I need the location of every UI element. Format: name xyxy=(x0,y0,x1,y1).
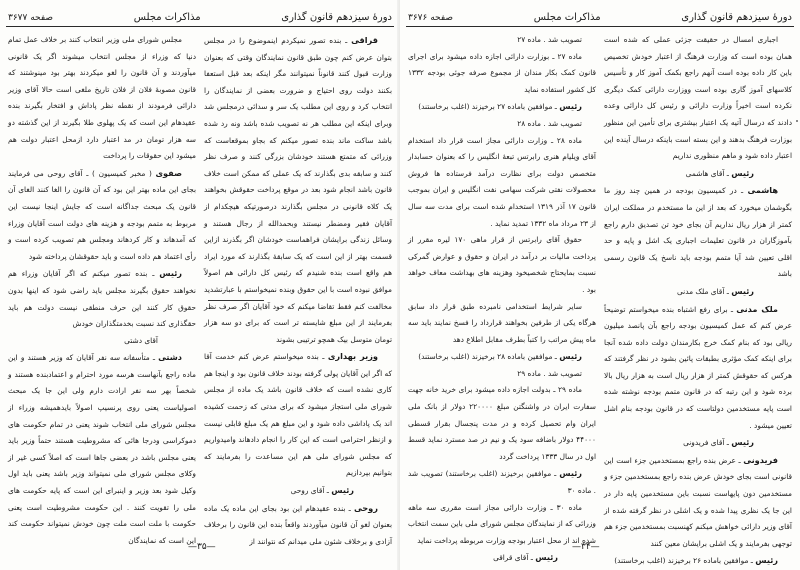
paragraph-text: تصویب شد . ماده ۲۸ xyxy=(517,118,582,128)
right-page xyxy=(400,0,800,570)
paragraph-text: حقوق آقای رابرتس از قرار ماهی ۱۷۰ لیره مقرر از پرداخت مالیات بر درآمد در ایران و حقوق و عوارض گمرکی نسبت بمایحتاج شخصیخود وهزینه های بهداشت معاف خواهد بود . xyxy=(408,235,596,294)
paragraph-text: ـ آقای هاشمی xyxy=(685,168,729,178)
speaker-name: قراقی xyxy=(351,35,378,45)
text-paragraph xyxy=(8,333,196,350)
header-center-title: مذاکرات مجلس xyxy=(533,12,601,23)
header-page-number: صفحه ۳۶۷۷ xyxy=(8,13,54,23)
speaker-name: رئیس xyxy=(559,351,582,362)
text-column-right xyxy=(204,32,392,550)
speech-paragraph xyxy=(408,98,596,116)
paragraph-text: ماده ۲۷ ـ بوزارت دارائی اجازه داده میشود برای اجرای قانون کمک بکار مندان از مجموع صرفه جوئی بودجه ۱۳۳۲ کل کشور استفاده نماید xyxy=(408,51,596,94)
header-session-title: دورهٔ سیزدهم قانون گذاری xyxy=(281,12,392,23)
speech-paragraph xyxy=(604,182,792,283)
speech-paragraph xyxy=(604,283,792,301)
speaker-name: رئیس xyxy=(755,555,778,566)
header-session-title: دورهٔ سیزدهم قانون گذاری xyxy=(681,12,792,23)
text-column-left xyxy=(8,32,196,549)
speaker-name: ملک مدنی xyxy=(736,303,778,314)
speech-paragraph xyxy=(204,500,392,551)
paragraph-text: ـ متأسفانه سه نفر آقایان که وزیر هستند و این ماده راجع بآنهاست هرسه مورد احترام و اعتمادبنده هستند و شخصاً بهر سه نفر ارادت دارم ولی این جا یک مبحث اصولیاست یعنی روی پرنسیپ اصولاً بایدهمیشه وزراء از مجلس شورای ملی انتخاب شوند یعنی در تمام حکومت های دموکراسی ودرجا هائی که مشروطیت هستند حتماً وزیر باید یعنی مجلس باشد در بعضی جاها است که اصلاً کسی غیر از وکلای مجلس شورای ملی نمیتواند وزیر باشد یعنی باید اول وکیل شود بعد وزیر و اینبرای این است که پایه حکومت های ملی را تقویت کنند . این حکومت مشروطیت است یعنی حکومت با ملت است ملت چون خودش نمیتواند حکومت کند این است که نمایندگان xyxy=(8,353,196,545)
paragraph-text: ( مخبر کمیسیون ) ـ آقای روحی می فرمایند بجای این ماده بهتر این بود که آن قانون را الغا کنند الغای آن قانون یک مبحث جداگانه است که جایش اینجا نیست این مربوط به متمم بودجه و هزینه های دولت است آقایان وزراء که آمدهاند و کار کردهاند ومجلس هم تصویب کرده است و رأی اعتماد هم داده است و باید حقوقشان پرداخته شود xyxy=(8,168,196,261)
paragraph-text: ـ بنده تصور نمیکردم اینموضوع را در مجلس بتوان عرض کنم چون طبق قانون نمایندگان وقتی که بعنوان وزارت قبول کنند قانوناً نمیتوانند مگر اینکه بعد قبل استعفا بکنند دولت روی احتیاج و ضرورت بعضی از نمایندگان را انتخاب کرد و روی این مطلب یک سر و سدائی درمجلس شد وبرای اینکه این مطلب هر نه تصویب شده باشد ونه رد شده باشد ساکت ماند بنده تصور میکنم که بجاو بموقعاست که وزرائی که متمتع هستند خودشان بزرگی کنند و صرف نظر کنند و سابقه بدی بگذارند که یک عملی که ممکن است خلاف قانون باشد انجام شود بعد در موقع پرداخت حقوقش بخواهند یک کلاه قانونی در مجلس بگذارند درصورتیکه هیچکدام از آقایان فقیر ومضطر نیستند وبحمدالله از رجال هستند و وسائل زندگی برایشان فراهماست خودشان اگر بگذرند ازاین قسمت بهتر از این است که یک سابقهٔ بگذارند که مورد ایراد هم واقع است بنده شنیدم که رئیس کل دارائی هم اصولاً موافق نبوده است با این حقوق وبنده نمیخواستم با عبارتشدید مخالفت کنم فقط تقاضا میکنم که خود آقایان اگر صرف نظر بفرمایند از این مبلغ شایسته تر است که برای دو سه هزار تومان متوسل بیک همچو ترتیبی بشوند xyxy=(204,36,392,344)
speaker-name: روحی xyxy=(353,502,378,513)
page-header xyxy=(408,8,792,24)
header-page-number: صفحه ۳۶۷۶ xyxy=(408,13,454,23)
paragraph-text: ماده ۳۰ ـ وزارت دارائی مجاز است مقرری سه ماهه وزرائی که از نمایندگان مجلس شورای ملی باین سمت انتخاب شده اند از محل اعتبار بودجه وزارت مربوطه پرداخت نماید xyxy=(408,502,596,545)
speaker-name: دشتی xyxy=(158,352,182,363)
speaker-name: فریدونی xyxy=(743,454,778,465)
paragraph-text: ـ آقای فریدونی xyxy=(683,438,729,448)
paragraph-text: ـ بنده عقیدهام این بود بجای این ماده یک ماده بعنوان لغو آن قانون میآوردند واقعاً بنده این قانون را برخلاف آزادی و برخلاف شئون ملی میدانم که نتوانند از xyxy=(204,503,392,546)
text-column-left xyxy=(408,32,596,567)
speech-paragraph xyxy=(8,349,196,549)
text-paragraph xyxy=(408,500,596,550)
paragraph-text: ـ برای رفع اشتباه بنده میخواستم توضیحاً عرض کنم که عمل کمیسیون بودجه راجع بآن پانصد میلیون ریالی بود که بنام کمک خرج بکارمندان دولت داده شده آنجا برای اینکه کمک مؤثری بطبقات پائین بشود در نظر گرفتند که هرکس که حقوقش کمتر از هزار ریال است به هزار ریال بالا برده شود و این رتبه که در قانون متمم بودجه نوشته شده است پایه مستخدمین دولتاست که در قانون بودجه بنام اشل تعیین میشود . xyxy=(604,304,792,430)
paragraph-text: مجلس شورای ملی وزیر انتخاب کنند بر خلاف عمل تمام دنیا که وزراء از مجلس انتخاب میشوند اگر یک قانونی میآوردند و آن قانون را لغو میکردند بهتر بود مینوشتند که قانون مصوبهٔ فلان از فلان تاریخ ملغی است حالا آقای وزیر دارائی فرمودند از نقطه نظر پاداش و افتخار بگیرند بنده عقیدهام این است که یک پهلوی طلا بگیرند از این گذشته دو سه هزار تومان در مد اعتبار دارد ازمحل اعتبار دولت هم میشود این حقوقات را پرداخت xyxy=(8,35,196,161)
text-paragraph xyxy=(408,366,596,383)
speaker-name: رئیس xyxy=(535,552,558,563)
speaker-name: رئیس xyxy=(559,468,582,479)
speech-paragraph xyxy=(204,482,392,500)
text-paragraph xyxy=(408,133,596,233)
paragraph-text: آقای دشتی xyxy=(124,335,158,345)
paragraph-text: ـ آقای ملک مدنی xyxy=(677,286,729,296)
text-paragraph xyxy=(408,232,596,298)
page-footer-number: —۳۵— xyxy=(188,542,216,552)
speech-paragraph xyxy=(604,434,792,452)
text-column-right xyxy=(604,32,792,570)
text-paragraph xyxy=(408,32,596,49)
speaker-name: رئیس xyxy=(159,268,182,279)
paragraph-text: ـ موافقین برخیزند (اغلب برخاستند) تصویب شد . ماده ۳۰ xyxy=(408,469,596,496)
speaker-name: رئیس xyxy=(731,285,754,296)
speech-paragraph xyxy=(604,301,792,435)
paragraph-text: ـ بنده تصور میکنم که اگر آقایان وزراء هم نخواهند حقوق بگیرند مجلس باید راضی شود که اینها بدون حقوق کار کنند این حرف منطقی نیست دولت هم باید حقگذاری کند نسبت بخدمتگذاران خودش xyxy=(8,269,196,329)
speaker-name: رئیس xyxy=(731,167,754,178)
paragraph-text: ماده ۲۹ ـ بدولت اجازه داده میشود برای خرید خانه جهت سفارت ایران در واشنگتن مبلغ ۲۲۰۰۰۰ دولار از بانک ملی ایران وام تحصیل کرده و در مدت پنجسال بقرار قسطی ۴۴۰۰۰ دولار باضافه سود یک و نیم در صد مسترد نماید قسط اول در سال ۱۳۳۳ پرداخت گردد xyxy=(408,385,596,461)
paragraph-text: ماده ۲۸ ـ وزارت دارائی مجاز است قرار داد استخدام آقای ویلیام هنری رابرتس تبعهٔ انگلیس را که بعنوان حسابدار متخصص دولت برای نظارت درآمد فرستاده ها فروش محصولات نفتی شرکت سهامی نفت انگلیس و ایران بموجب قانون ۱۷ آذر ۱۳۱۹ استخدام شده است برای مدت سه سال از ۲۳ مرداد ماه ۱۳۳۲ تمدید نماید . xyxy=(408,135,596,228)
speech-paragraph xyxy=(8,165,196,266)
paragraph-text: ـ موافقین باماده ۲۸ برخیزند (اغلب برخاستند) xyxy=(418,352,557,362)
speech-paragraph xyxy=(8,265,196,332)
header-rule xyxy=(406,26,794,27)
text-paragraph xyxy=(8,32,196,165)
speaker-name: رئیس xyxy=(559,101,582,112)
speech-paragraph xyxy=(604,165,792,183)
paragraph-text: ـ موافقین باماده ۲۷ برخیزند (اغلب برخاستند) xyxy=(418,102,557,112)
paragraph-text: ـ موافقین باماده ۲۶ برخیزند (اغلب برخاستند) xyxy=(614,556,753,566)
handwritten-underline xyxy=(208,300,264,301)
paragraph-text: ـ در کمیسیون بودجه در همین چند روز ما بگوشمان میخورد که بعد از این ما مستخدم در مملکت ایران کمتر از هزار ریال نداریم آن بجای خود تن تصدیق دارم راجع بآموزگاران در قانون تعلیمات اجباری یک اشل و پایه و حد اقلی تعیین شد آیا متمم بودجه باید ناسخ یک قانون رسمی باشد xyxy=(604,186,792,279)
speaker-name: رئیس xyxy=(331,485,354,496)
paragraph-text: اجباری امسال در حقیقت جزئی عملی که شده است همان بوده است که وزارت فرهنگ از اعتبار خودش تخصیص باین کار داده بوده است آنهم راجع بکمک آموز کار و تأسیس کلاسهای آموز گاری بوده است ووزارت دارائی کمک دیگری نکرده است اخیراً وزارت دارائی و رئیس کل دارائی وعده دادند که درسال آتیه یک اعتبار بیشتری برای تأمین این منظور بوزارت فرهنگ بدهند و این بسته است باینکه درسال آینده این اعتبار داده شود و ماهم منظوری نداریم xyxy=(604,35,792,161)
speech-paragraph xyxy=(604,452,792,553)
speech-paragraph xyxy=(408,465,596,499)
speaker-name: رئیس xyxy=(731,437,754,448)
speech-paragraph xyxy=(408,348,596,366)
paragraph-text: ـ عرض بنده راجع بمستخدمین جزء است این قانونی است بجای خودش عرض بنده راجع بمستخدمین جزء و مستخدمین دون پایهاست نسبت باین مستخدمین پایه دار در این جا یک نظری پیدا شده و یک اشلی در نظر گرفته شده از آقای وزیر دارائی خواهش میکنم کهنسبت بمستخدمین جزء هم توجهی بفرمایند و یک اشلی برایشان معین کنند xyxy=(604,455,792,548)
text-paragraph xyxy=(408,299,596,349)
paragraph-text: تصویب شد . ماده ۲۹ xyxy=(517,368,582,378)
speech-paragraph xyxy=(408,549,596,567)
speaker-name: صفوی xyxy=(155,167,182,178)
paragraph-text: سایر شرایط استخدامی نامبرده طبق قرار داد سابق هرگاه یکی از طرفین بخواهند قرارداد را فسخ نمایند باید سه ماه پیش مراتب را کتباً بطرف مقابل اطلاع دهد xyxy=(408,301,596,344)
text-paragraph xyxy=(408,116,596,133)
speech-paragraph xyxy=(604,552,792,570)
header-center-title: مذاکرات مجلس xyxy=(133,12,201,23)
speech-paragraph xyxy=(204,348,392,482)
text-paragraph xyxy=(408,49,596,99)
text-paragraph xyxy=(408,382,596,465)
speaker-name: هاشمی xyxy=(747,185,779,196)
paragraph-text: تصویب شد . ماده ۲۷ xyxy=(517,35,582,44)
paragraph-text: ـ آقای روحی xyxy=(290,486,329,496)
paragraph-text: ـ بنده میخواستم عرض کنم خدمت آقا که اگر این آقایان پولی گرفته بودند خلاف قانون بود و اینجا هم کاری نشده است که خلاف قانون باشد یک ماده از مجلس شورای ملی استجاز میشود که برای مدتی که زحمت کشیده اند یک پاداشی داده شود و این مبلغ هم یک مبلغ قابلی نیست و ازنظر احترامی است که این کار را انجام دادهاند وامیدواریم که مجلس شورای ملی هم این مساعدت را بفرمایند که بتوانیم بپردازیم xyxy=(204,352,392,478)
page-footer-number: —۳۴— xyxy=(572,542,600,552)
text-paragraph xyxy=(604,32,792,165)
header-rule xyxy=(6,26,394,27)
speaker-name: وزیر بهداری xyxy=(327,351,378,362)
page-header xyxy=(8,8,392,24)
margin-mark xyxy=(796,120,798,122)
paragraph-text: ـ آقای قراقی xyxy=(493,553,533,563)
